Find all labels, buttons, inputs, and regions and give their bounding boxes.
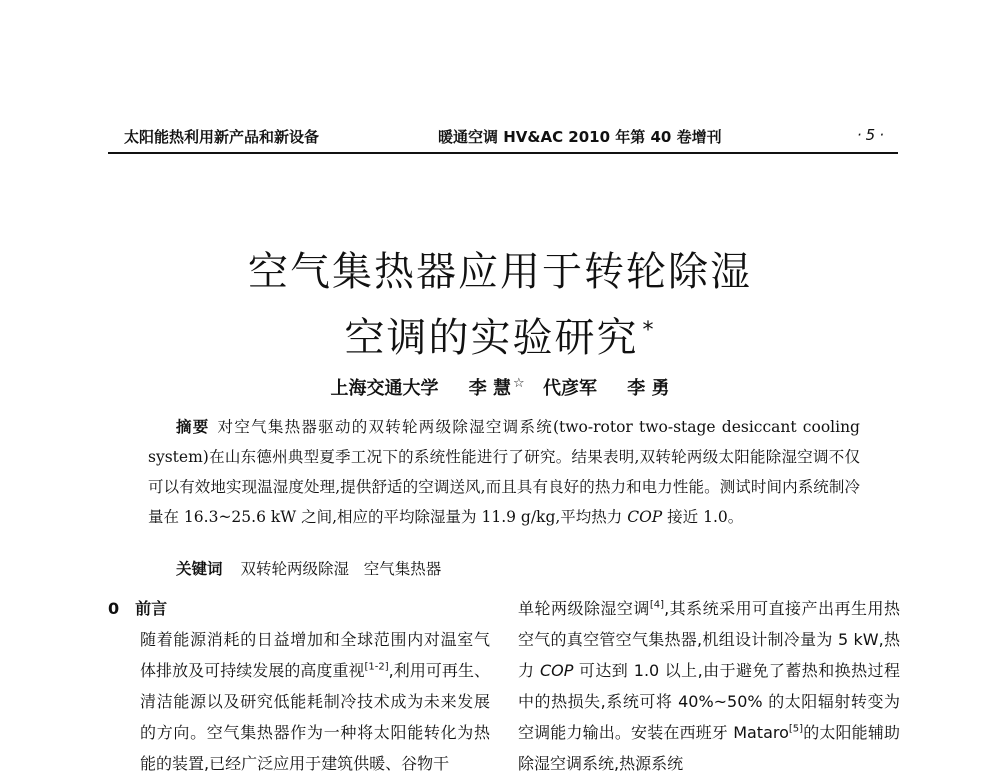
journal-section: 太阳能热利用新产品和新设备 <box>124 128 320 146</box>
paper-title-line-1: 空气集热器应用于转轮除湿 <box>248 249 752 295</box>
citation-ref: [1-2] <box>364 661 389 673</box>
author-2: 代彦军 <box>542 378 597 399</box>
section-heading: 0 前言 <box>108 599 168 618</box>
author-1: 李 慧 <box>468 378 512 399</box>
abstract <box>148 412 860 532</box>
authors <box>0 374 1000 400</box>
paper-title-line-2: 空调的实验研究 * <box>344 315 656 361</box>
body-column-right <box>518 593 900 779</box>
abstract-text: 对空气集热器驱动的双转轮两级除湿空调系统(two-rotor two-stage desiccant cooling system)在山东德州典型夏季工况下的系统性能进行了研究。结果表明,双转轮两级太阳能除湿空调不仅可以有效地实现温湿度处理,提供舒适的空调送风,而且具有良好的热力和电力性能。测试时间内系统制冷量在 16.3~25.6 kW 之间,相应的平均除湿量为 11.9 g/kg,平均热力 <box>148 418 860 526</box>
abstract-text-end: 接近 1.0。 <box>662 508 744 526</box>
abstract-cop: COP <box>627 508 663 526</box>
keywords <box>176 557 441 579</box>
page-number: ·5· <box>856 126 888 144</box>
citation-ref: [5] <box>788 723 804 735</box>
corresponding-author-mark: ☆ <box>513 376 525 391</box>
body-column-left <box>108 593 490 779</box>
citation-ref: [4] <box>649 599 665 611</box>
keywords-label: 关键词 <box>176 560 223 578</box>
affiliation: 上海交通大学 <box>330 378 439 399</box>
abstract-label: 摘要 <box>176 418 210 436</box>
running-head <box>108 120 898 154</box>
paragraph-intro: 随着能源消耗的日益增加和全球范围内对温室气体排放及可持续发展的高度重视[1-2],利用可再生、清洁能源以及研究低能耗制冷技术成为未来发展的方向。空气集热器作为一种将太阳能转化为热能的装置,已经广泛应用于建筑供暖、谷物干 <box>140 630 490 773</box>
journal-issue: 暖通空调 HV&AC 2010 年第 40 卷增刊 <box>438 128 722 146</box>
title-footnote-mark: * <box>642 317 656 343</box>
paragraph-continued: 单轮两级除湿空调[4],其系统采用可直接产出再生用热空气的真空管空气集热器,机组设计制冷量为 5 kW,热力 COP 可达到 1.0 以上,由于避免了蓄热和换热过程中的热损失,系统可将 40%~50% 的太阳辐射转变为空调能力输出。安装在西班牙 Mataro[5]的太阳能辅助除湿空调系统,热源系统 <box>518 599 900 773</box>
keywords-text: 双转轮两级除湿 空气集热器 <box>240 560 442 578</box>
author-3: 李 勇 <box>627 378 670 399</box>
